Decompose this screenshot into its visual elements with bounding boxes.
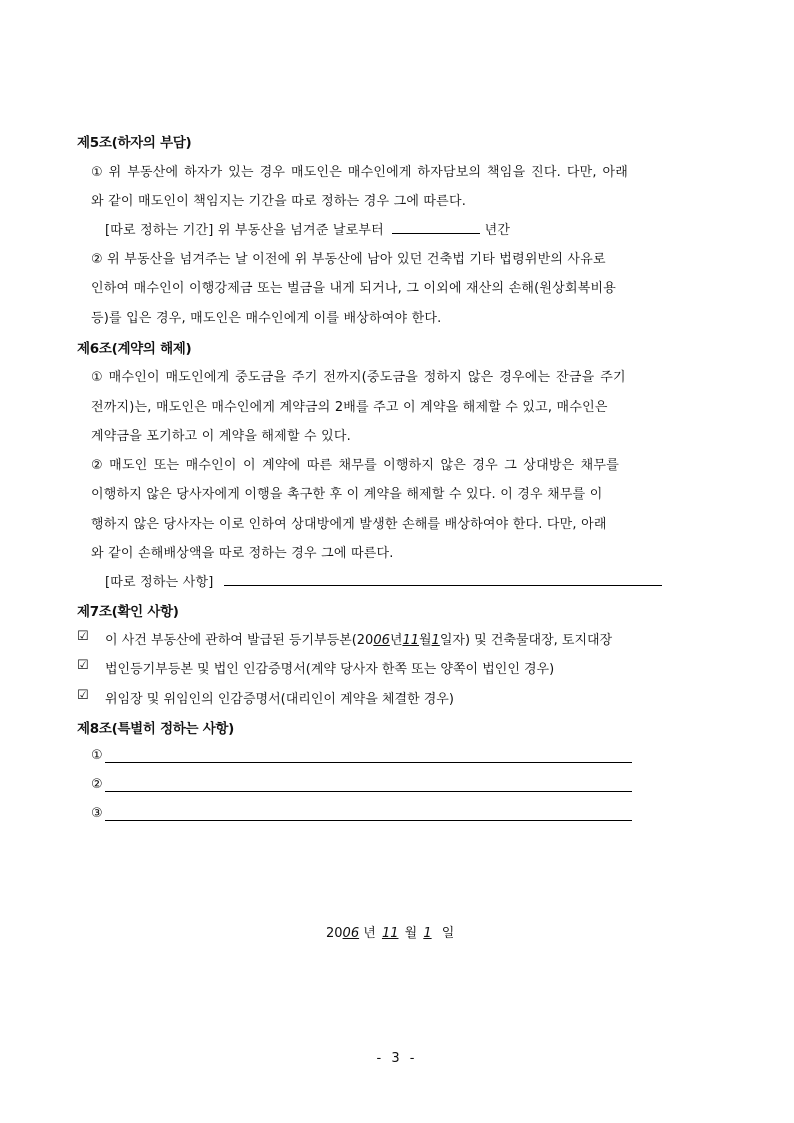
special-item-3-line[interactable]	[105, 820, 632, 821]
special-item-3-mark: ③	[91, 806, 103, 821]
period-prefix: [따로 정하는 기간] 위 부동산을 넘겨준 날로부터	[105, 223, 384, 238]
article-6-para-1-line-1: ① 매수인이 매도인에게 중도금을 주기 전까지(중도금을 정하지 않은 경우에는 잔금을 주기	[91, 370, 626, 385]
special-item-1-line[interactable]	[105, 762, 632, 763]
date-day-unit: 일	[441, 926, 455, 941]
article-5-para-1-line-1: ① 위 부동산에 하자가 있는 경우 매도인은 매수인에게 하자담보의 책임을 진다. 다만, 아래	[91, 165, 629, 180]
item-1-year: 06	[373, 633, 390, 648]
check-item-1-text	[105, 629, 612, 648]
date-year-prefix: 20	[326, 926, 343, 941]
item-1-day: 1	[431, 633, 440, 648]
item-1-text-a: 이 사건 부동산에 관하여 발급된 등기부등본(20	[105, 633, 374, 648]
check-item-3-text: 위임장 및 위임인의 인감증명서(대리인이 계약을 체결한 경우)	[105, 692, 454, 707]
article-5-period-row	[105, 219, 510, 238]
matter-blank-field[interactable]	[224, 573, 662, 586]
date-day: 1	[423, 926, 432, 941]
period-blank-field[interactable]	[392, 221, 480, 234]
article-5-para-1-line-2: 와 같이 매도인이 책임지는 기간을 따로 정하는 경우 그에 따른다.	[91, 194, 467, 209]
period-suffix: 년간	[484, 223, 511, 238]
article-6-para-2-line-4: 와 같이 손해배상액을 따로 정하는 경우 그에 따른다.	[91, 546, 394, 561]
date-month-unit: 월	[404, 926, 418, 941]
matter-prefix: [따로 정하는 사항]	[105, 575, 214, 590]
special-item-2-mark: ②	[91, 777, 103, 792]
date-year-unit: 년	[363, 926, 376, 941]
article-6-heading: 제6조(계약의 해제)	[77, 341, 192, 357]
special-item-1-mark: ①	[91, 748, 103, 763]
page-number: - 3 -	[376, 1051, 418, 1066]
article-8-heading: 제8조(특별히 정하는 사항)	[77, 721, 235, 737]
article-6-para-1-line-3: 계약금을 포기하고 이 계약을 해제할 수 있다.	[91, 429, 351, 444]
date-month: 11	[381, 926, 399, 941]
check-item-2-text: 법인등기부등본 및 법인 인감증명서(계약 당사자 한쪽 또는 양쪽이 법인인 경우)	[105, 662, 555, 677]
check-item-2-checkbox-icon[interactable]: ☑	[77, 658, 89, 673]
check-item-3-checkbox-icon[interactable]: ☑	[77, 688, 89, 703]
article-5-para-2-line-2: 인하여 매수인이 이행강제금 또는 벌금을 내게 되거나, 그 이외에 재산의 손해(원상회복비용	[91, 281, 616, 296]
special-item-2-line[interactable]	[105, 791, 632, 792]
item-1-month-unit: 월	[418, 633, 432, 648]
item-1-year-unit: 년	[389, 633, 403, 648]
date-year: 06	[342, 926, 360, 941]
article-5-para-2-line-1: ② 위 부동산을 넘겨주는 날 이전에 위 부동산에 남아 있던 건축법 기타 법령위반의 사유로	[91, 252, 606, 267]
check-item-1-checkbox-icon[interactable]: ☑	[77, 629, 89, 644]
article-7-heading: 제7조(확인 사항)	[77, 604, 179, 620]
article-5-para-2-line-3: 등)를 입은 경우, 매도인은 매수인에게 이를 배상하여야 한다.	[91, 311, 442, 326]
contract-date	[326, 922, 454, 941]
item-1-month: 11	[402, 633, 419, 648]
article-6-para-2-line-3: 행하지 않은 당사자는 이로 인하여 상대방에게 발생한 손해를 배상하여야 한다. 다만, 아래	[91, 517, 607, 532]
article-6-para-2-line-2: 이행하지 않은 당사자에게 이행을 촉구한 후 이 계약을 해제할 수 있다. 이 경우 채무를 이	[91, 487, 603, 502]
item-1-text-d: 일자) 및 건축물대장, 토지대장	[439, 633, 613, 648]
article-5-heading: 제5조(하자의 부담)	[77, 135, 192, 151]
article-6-para-2-line-1: ② 매도인 또는 매수인이 이 계약에 따른 채무를 이행하지 않은 경우 그 상대방은 채무를	[91, 458, 619, 473]
article-6-para-1-line-2: 전까지)는, 매도인은 매수인에게 계약금의 2배를 주고 이 계약을 해제할 수 있고, 매수인은	[91, 400, 608, 415]
article-6-matter-row	[105, 571, 662, 590]
